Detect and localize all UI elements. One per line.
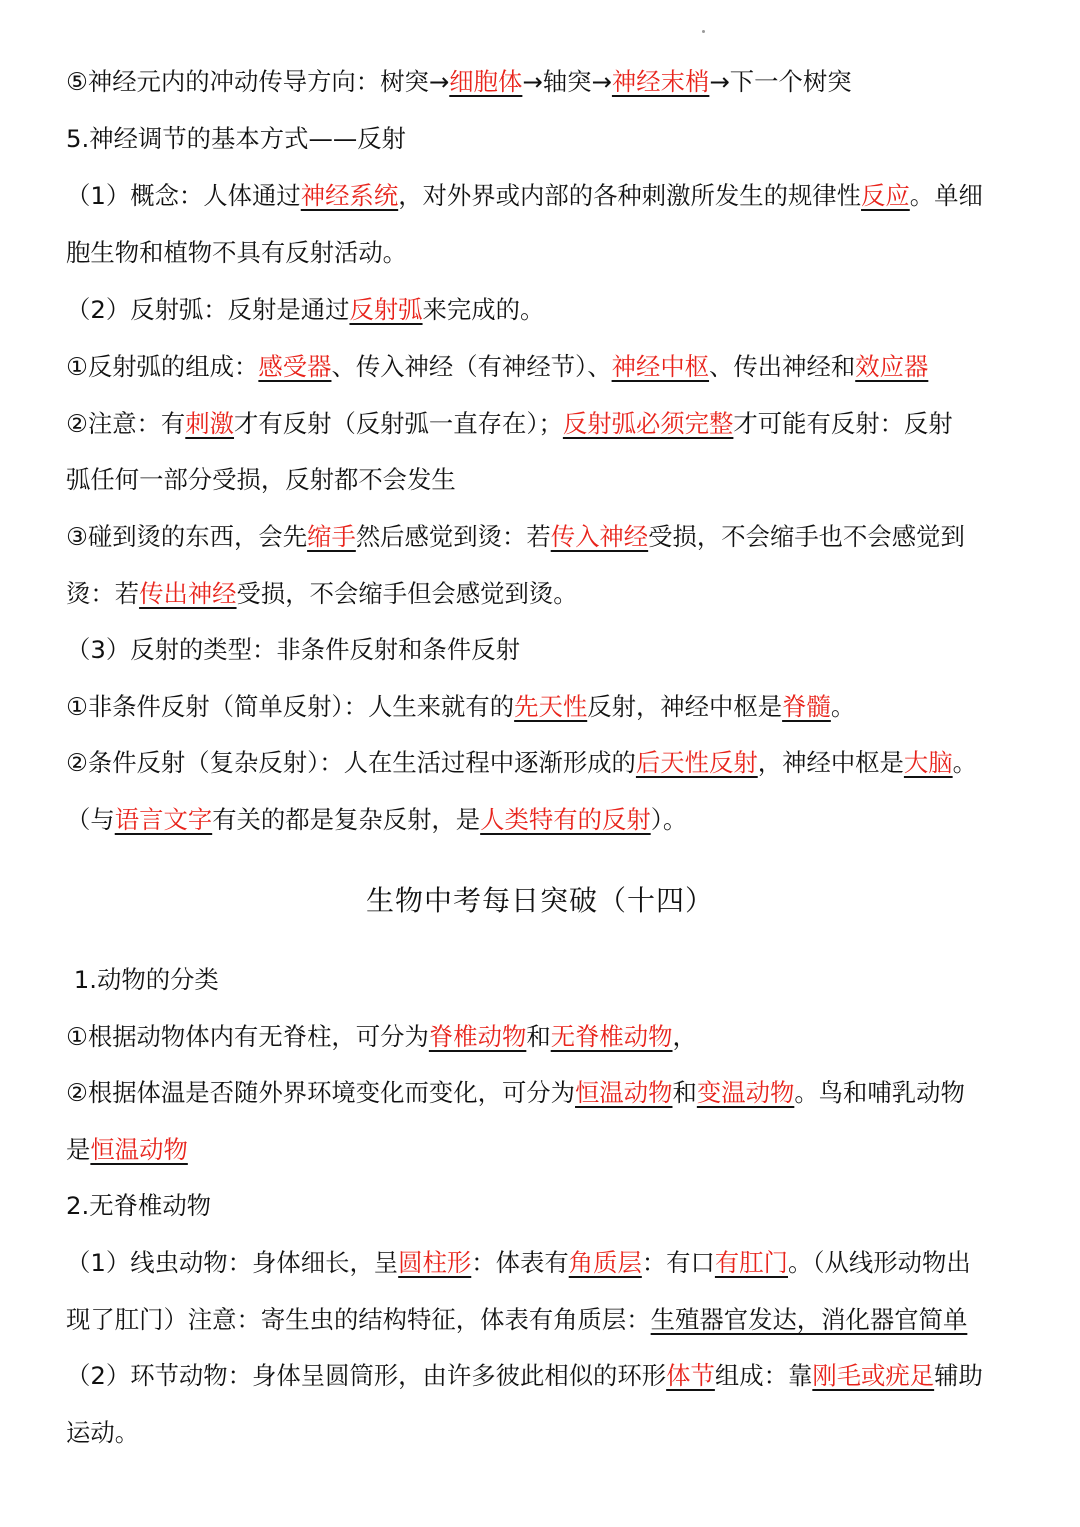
text-segment: ②注意：有 (66, 409, 186, 438)
text-segment: 、传出神经和 (709, 352, 856, 381)
text-line (66, 1413, 1026, 1453)
text-segment: 、传入神经（有神经节）、 (331, 352, 612, 381)
text-line (66, 290, 1026, 330)
text-line (66, 460, 1026, 500)
text-segment: 辅助 (934, 1361, 983, 1390)
text-segment: 才可能有反射：反射 (733, 409, 953, 438)
answer-keyword: 恒温动物 (575, 1078, 673, 1107)
answer-keyword: 细胞体 (449, 67, 523, 96)
text-segment: ，对外界或内部的各种刺激所发生的规律性 (398, 181, 862, 210)
text-segment: ②根据体温是否随外界环境变化而变化，可分为 (66, 1078, 576, 1107)
text-segment: 现了肛门）注意：寄生虫的结构特征，体表有角质层： (66, 1305, 651, 1334)
text-line (66, 347, 1026, 387)
text-segment: 才有反射（反射弧一直存在）； (234, 409, 563, 438)
answer-keyword: 角质层 (568, 1248, 642, 1277)
answer-keyword: 语言文字 (114, 805, 213, 834)
text-segment: 烫：若 (66, 579, 140, 608)
text-segment: 2.无脊椎动物 (66, 1191, 212, 1220)
answer-keyword: 传出神经 (139, 579, 237, 608)
text-line (66, 1356, 1026, 1396)
text-segment: ①反射弧的组成： (66, 352, 259, 381)
answer-keyword: 神经中枢 (611, 352, 710, 381)
text-line (66, 404, 1026, 444)
section-heading (66, 1186, 1026, 1226)
answer-keyword: 神经末梢 (611, 67, 710, 96)
text-segment: 胞生物和植物不具有反射活动。 (66, 238, 408, 267)
answer-keyword: 大脑 (903, 748, 953, 777)
text-segment: 是 (66, 1135, 91, 1164)
text-segment: 和 (526, 1022, 551, 1051)
text-segment: （与 (66, 805, 115, 834)
text-line (66, 1243, 1026, 1283)
answer-keyword: 无脊椎动物 (550, 1022, 673, 1051)
text-segment: ）。 (650, 805, 688, 834)
answer-keyword: 反射弧 (349, 295, 423, 324)
text-segment: 受损，不会缩手也不会感觉到 (648, 522, 965, 551)
text-line (66, 574, 1026, 614)
underlined-text: 生殖器官发达，消化器官简单 (650, 1305, 968, 1334)
page-title: 生物中考每日突破（十四） (365, 884, 714, 917)
answer-keyword: 先天性 (514, 692, 588, 721)
answer-keyword: 脊髓 (782, 692, 831, 721)
answer-keyword: 刚毛或疣足 (812, 1361, 935, 1390)
answer-keyword: 反应 (861, 181, 910, 210)
text-segment: 。 (830, 692, 856, 721)
text-line (66, 687, 1026, 727)
answer-keyword: 后天性反射 (635, 748, 758, 777)
text-segment: 。单细 (909, 181, 983, 210)
text-line (66, 743, 1026, 783)
answer-keyword: 感受器 (258, 352, 332, 381)
text-segment: 和 (672, 1078, 697, 1107)
answer-keyword: 效应器 (855, 352, 929, 381)
text-line (66, 62, 1026, 102)
section-heading (66, 119, 1026, 159)
text-segment: 受损，不会缩手但会感觉到烫。 (236, 579, 578, 608)
text-segment: ③碰到烫的东西，会先 (66, 522, 308, 551)
answer-keyword: 传入神经 (550, 522, 649, 551)
text-segment: 。 (952, 748, 978, 777)
text-segment: ②条件反射（复杂反射）：人在生活过程中逐渐形成的 (66, 748, 636, 777)
text-line (66, 1017, 1026, 1057)
text-segment: ：体表有 (471, 1248, 569, 1277)
text-segment: 弧任何一部分受损，反射都不会发生 (66, 465, 456, 494)
text-segment: 有关的都是复杂反射，是 (212, 805, 481, 834)
text-segment: 然后感觉到烫：若 (355, 522, 551, 551)
text-line (66, 176, 1026, 216)
text-segment: ⑤神经元内的冲动传导方向：树突→ (66, 67, 450, 96)
answer-keyword: 脊椎动物 (428, 1022, 527, 1051)
text-segment: 组成：靠 (714, 1361, 813, 1390)
text-segment: 运动。 (66, 1418, 140, 1447)
text-segment: ①根据动物体内有无脊柱，可分为 (66, 1022, 429, 1051)
answer-keyword: 有肛门 (714, 1248, 788, 1277)
text-line (66, 1130, 1026, 1170)
answer-keyword: 缩手 (307, 522, 356, 551)
text-segment: →下一个树突 (709, 67, 852, 96)
answer-keyword: 刺激 (185, 409, 235, 438)
text-line (66, 1073, 1026, 1113)
text-segment: ①非条件反射（简单反射）：人生来就有的 (66, 692, 515, 721)
text-line (66, 517, 1026, 557)
text-segment: （1）概念：人体通过 (66, 181, 301, 210)
text-segment: 来完成的。 (422, 295, 545, 324)
text-line (66, 800, 1026, 840)
text-line (66, 233, 1026, 273)
text-segment: →轴突→ (522, 67, 612, 96)
answer-keyword: 变温动物 (696, 1078, 795, 1107)
text-segment: （2）环节动物：身体呈圆筒形，由许多彼此相似的环形 (66, 1361, 667, 1390)
section-heading (66, 960, 1026, 1000)
answer-keyword: 恒温动物 (90, 1135, 188, 1164)
text-segment: 1.动物的分类 (66, 965, 219, 994)
answer-keyword: 圆柱形 (398, 1248, 472, 1277)
answer-keyword: 体节 (666, 1361, 715, 1390)
text-segment: （1）线虫动物：身体细长，呈 (66, 1248, 399, 1277)
text-segment: 。（从线形动物出 (788, 1248, 971, 1277)
text-segment: 5.神经调节的基本方式——反射 (66, 124, 406, 153)
text-line (66, 1300, 1026, 1340)
answer-keyword: 人类特有的反射 (480, 805, 651, 834)
text-segment: 反射，神经中枢是 (587, 692, 783, 721)
text-segment: ， (672, 1022, 697, 1051)
text-segment: ：有口 (641, 1248, 715, 1277)
text-segment: ，神经中枢是 (757, 748, 904, 777)
text-segment: （3）反射的类型：非条件反射和条件反射 (66, 635, 520, 664)
text-segment: 。鸟和哺乳动物 (794, 1078, 965, 1107)
speck-mark (702, 30, 705, 33)
answer-keyword: 反射弧必须完整 (562, 409, 734, 438)
answer-keyword: 神经系统 (300, 181, 399, 210)
text-line (66, 630, 1026, 670)
text-segment: （2）反射弧：反射是通过 (66, 295, 350, 324)
